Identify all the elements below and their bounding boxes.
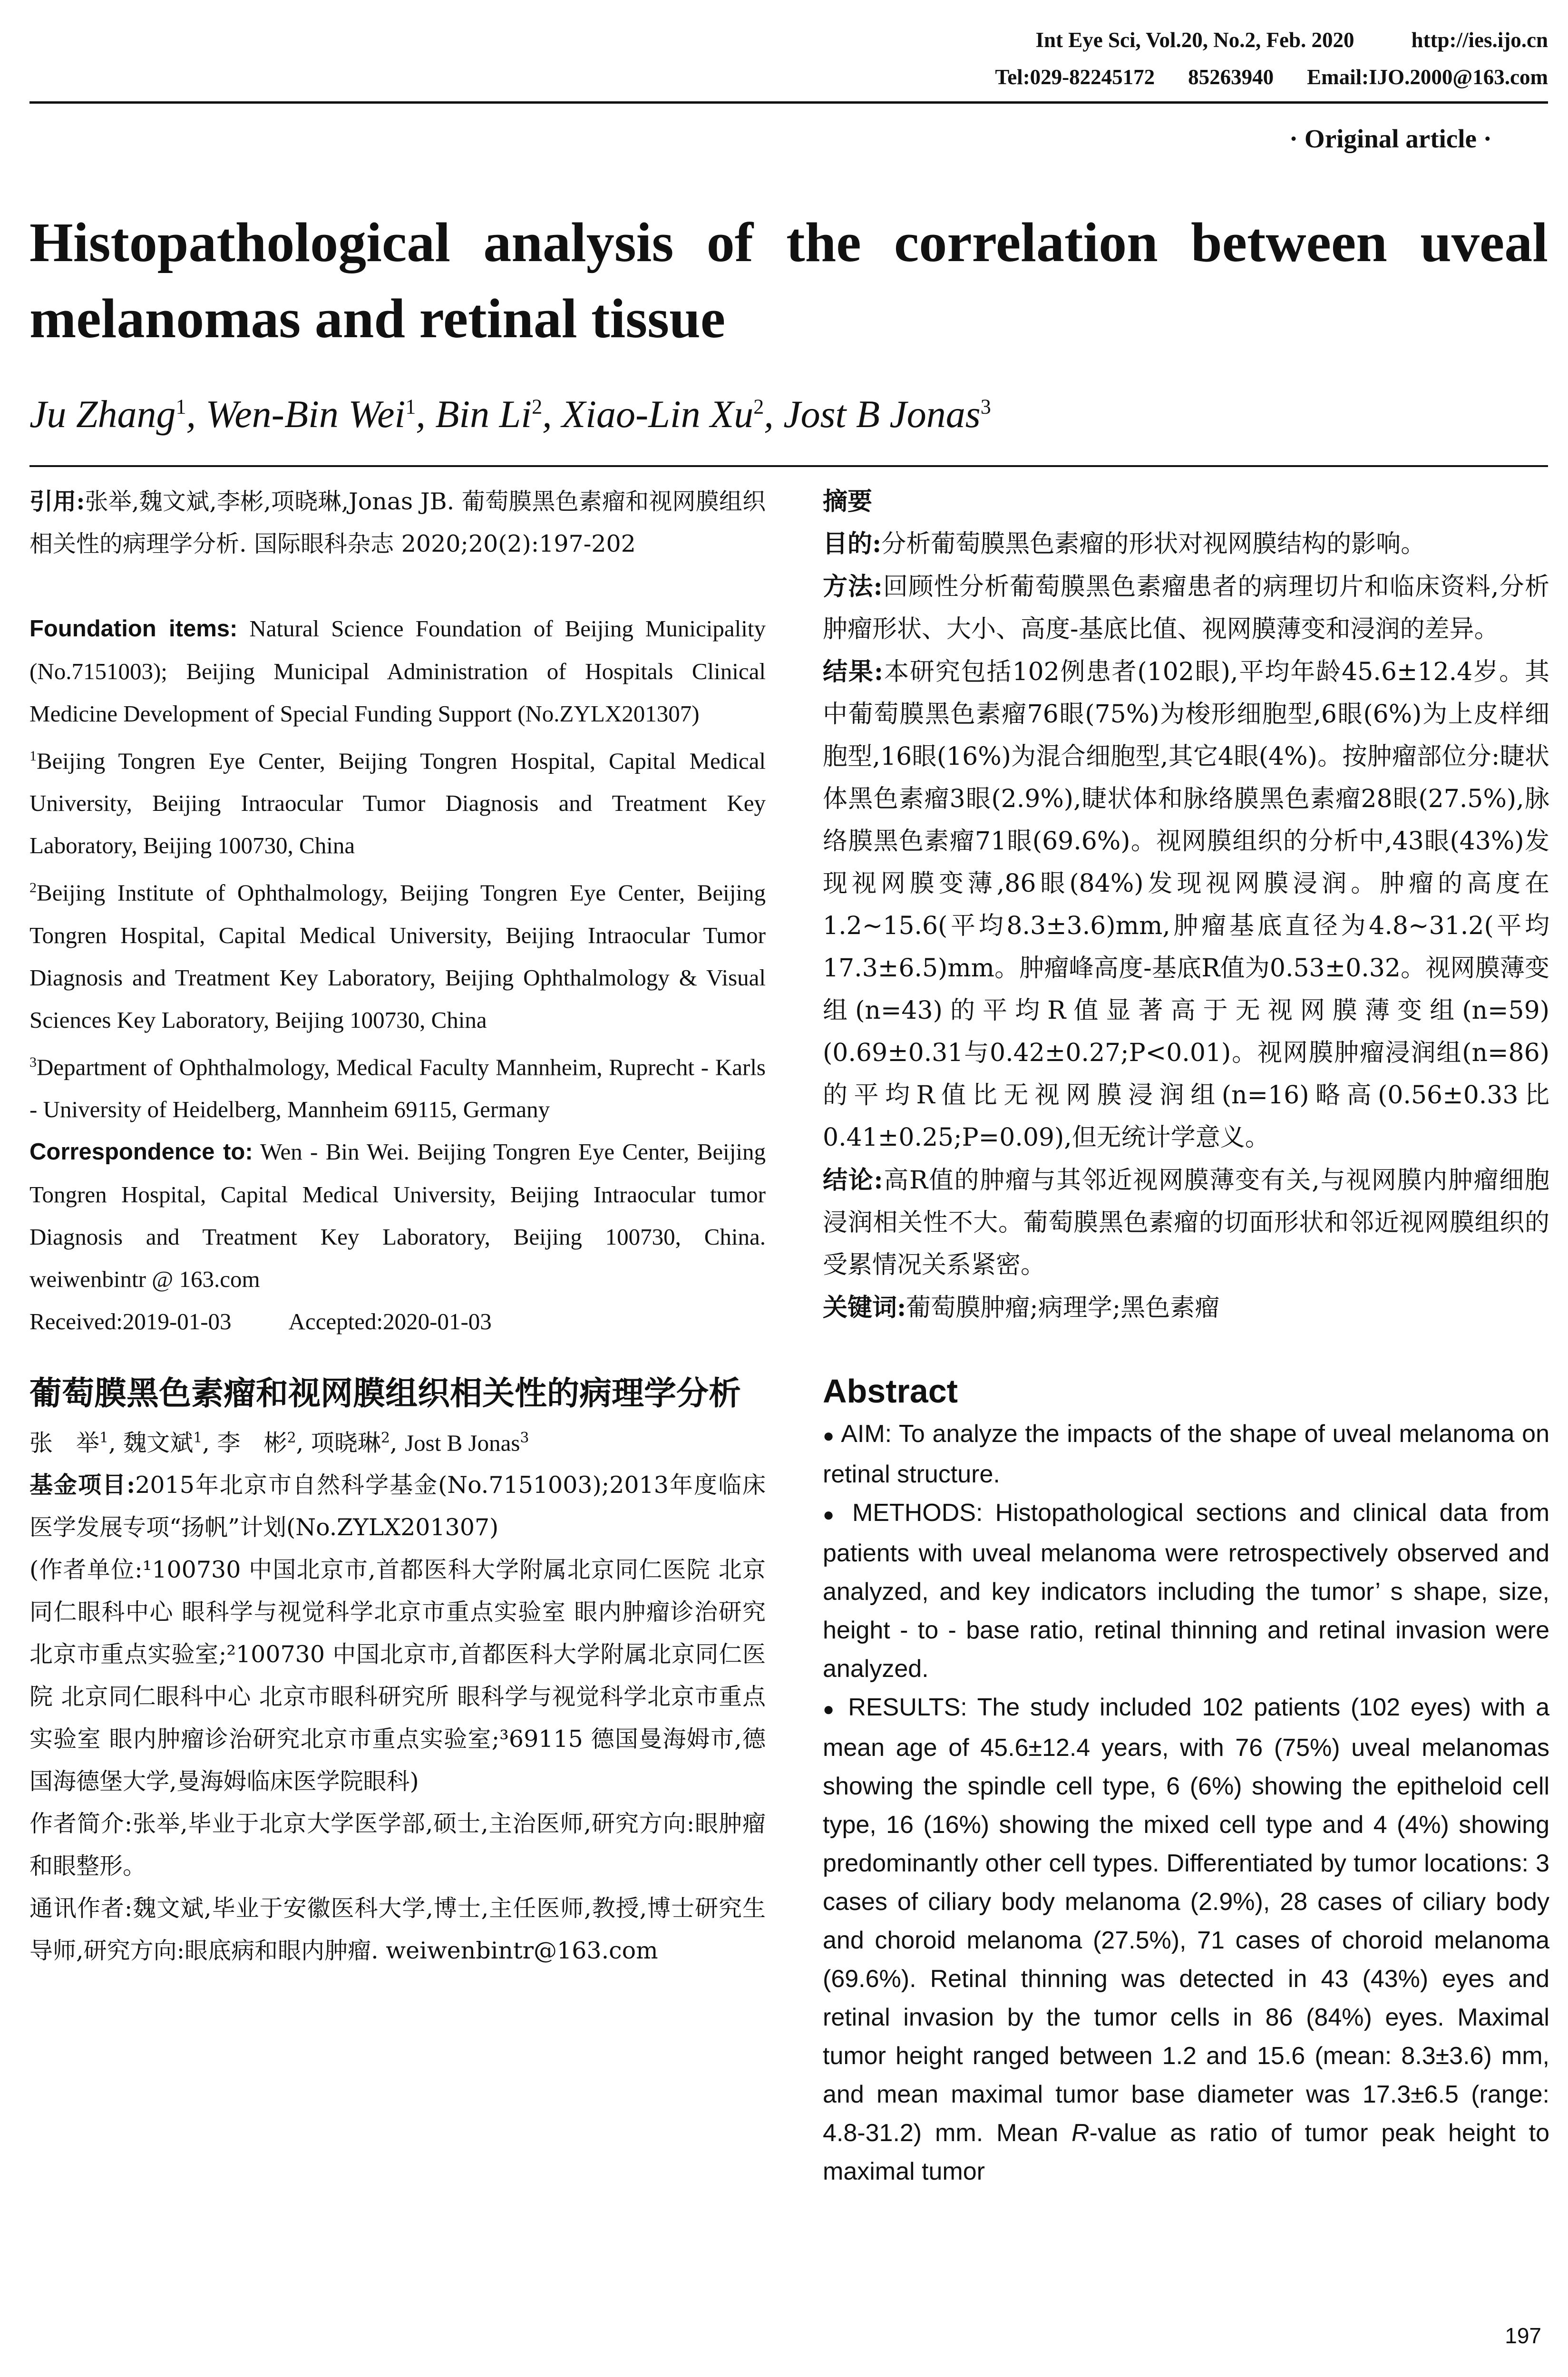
zh-keywords-label: 关键词: — [823, 1293, 906, 1322]
affiliation-2 — [29, 867, 766, 1041]
cn-author-aff: 1 — [99, 1429, 109, 1446]
zh-keywords — [823, 1286, 1549, 1329]
bullet-icon: ● — [823, 1504, 840, 1525]
bullet-icon: ● — [823, 1699, 838, 1720]
en-results-continued: -value as ratio of tumor peak height to maximal tumor — [823, 2119, 1549, 2185]
article-title: Histopathological analysis of the correlation between uveal melanomas and retinal tissue — [29, 211, 1548, 350]
cn-author-aff: 2 — [380, 1429, 390, 1446]
zh-aim-text: 分析葡萄膜黑色素瘤的形状对视网膜结构的影响。 — [881, 530, 1426, 558]
abstract-heading: Abstract — [823, 1373, 958, 1410]
zh-results-text: 本研究包括102例患者(102眼),平均年龄45.6±12.4岁。其中葡萄膜黑色素瘤76眼(75%)为梭形细胞型,6眼(6%)为上皮样细胞型,16眼(16%)为混合细胞型,其它4眼(4%)。按肿瘤部位分:睫状体黑色素瘤3眼(2.9%),睫状体和脉络膜黑色素瘤28眼(27.5%),脉络膜黑色素瘤71眼(69.6%)。视网膜组织的分析中,43眼(43%)发现视网膜变薄,86眼(84%)发现视网膜浸润。肿瘤的高度在1.2~15.6(平均8.3±3.6)mm,肿瘤基底直径为4.8~31.2(平均17.3±6.5)mm。肿瘤峰高度-基底R值为0.53±0.32。视网膜薄变组(n=43)的平均R值显著高于无视网膜薄变组(n=59)(0.69±0.31与0.42±0.27;P<0.01)。视网膜肿瘤浸润组(n=86)的平均R值比无视网膜浸润组(n=16)略高(0.56±0.33比0.41±0.25;P=0.09),但无统计学意义。 — [823, 658, 1549, 1152]
aff-num: 1 — [29, 748, 37, 764]
zh-aim-label: 目的: — [823, 529, 882, 558]
zh-conclusion-text: 高R值的肿瘤与其邻近视网膜薄变有关,与视网膜内肿瘤细胞浸润相关性不大。葡萄膜黑色素瘤的切面形状和邻近视网膜组织的受累情况关系紧密。 — [823, 1166, 1549, 1279]
chinese-author-line: 张 举$^1$, 魏文斌$^1$, 李 彬$^2$, 项晓琳$^2$, Jost B Jonas$^3$ — [29, 1429, 529, 1457]
author-aff: 1 — [405, 395, 416, 419]
bullet-icon: ● — [823, 1425, 835, 1446]
unit-label: (作者单位: — [29, 1556, 143, 1584]
cn-author: 魏文斌 — [123, 1429, 194, 1457]
citation-label: 引用: — [29, 487, 85, 515]
zh-aim — [823, 523, 1549, 565]
correspondence-label: Correspondence to: — [29, 1139, 253, 1165]
bio-label: 作者简介: — [29, 1810, 133, 1838]
right-column — [823, 480, 1549, 2191]
bio-paragraph — [29, 1802, 766, 1887]
chinese-title: 葡萄膜黑色素瘤和视网膜组织相关性的病理学分析 — [29, 1374, 741, 1413]
journal-header-line1 — [1035, 29, 1548, 51]
journal-tel: Tel:029-82245172 — [995, 65, 1155, 89]
en-aim-text: To analyze the impacts of the shape of uveal melanoma on retinal structure. — [823, 1420, 1549, 1488]
zh-conclusion — [823, 1159, 1549, 1286]
r-value-symbol: R — [1071, 2119, 1090, 2147]
zh-conclusion-label: 结论: — [823, 1166, 883, 1195]
foundation-label: Foundation items: — [29, 616, 238, 642]
author: Jost B Jonas — [783, 392, 981, 436]
fund-text: 2015年北京市自然科学基金(No.7151003);2013年度临床医学发展专项“扬帆”计划(No.ZYLX201307) — [29, 1471, 766, 1541]
en-results-text: The study included 102 patients (102 eyes) with a mean age of 45.6±12.4 years, with 76 (75%) uveal melanomas showing the spindle cell type, 6 (6%) showing the epitheloid cell type, 16 (16%) showing the mixed cell type and 4 (4%) showing predominantly other cell types. Differentiated by tumor locations: 3 cases of ciliary body melanoma (2.9%), 28 cases of ciliary body and choroid melanoma (27.5%), 71 cases of choroid melanoma (69.6%). Retinal thinning was detected in 43 (43%) eyes and retinal invasion by the tumor cells in 86 (84%) eyes. Maximal tumor height ranged between 1.2 and 15.6 (mean: 8.3±3.6) mm, and mean maximal tumor base diameter was 17.3±6.5 (range: 4.8-31.2) mm. Mean — [823, 1694, 1549, 2147]
en-aim-label: AIM: — [841, 1420, 892, 1448]
author-divider — [29, 465, 1548, 467]
journal-header-line2 — [995, 67, 1548, 88]
section-tag: · Original article · — [1289, 124, 1492, 153]
zh-methods-label: 方法: — [823, 572, 883, 601]
foundation-text: Natural Science Foundation of Beijing Municipality (No.7151003); Beijing Municipal Administration of Hospitals Clinical Medicine Development of Special Funding Support (No.ZYLX201307) — [29, 615, 766, 727]
contact-paragraph — [29, 1887, 766, 1972]
author: Ju Zhang — [29, 392, 176, 436]
cn-author-aff: 2 — [287, 1429, 296, 1446]
zh-results — [823, 651, 1549, 1159]
journal-citation: Int Eye Sci, Vol.20, No.2, Feb. 2020 — [1035, 28, 1354, 52]
page-number: 197 — [1505, 2323, 1541, 2348]
cn-author: Jost B Jonas — [405, 1430, 520, 1456]
contact-label: 通讯作者: — [29, 1895, 133, 1922]
author: Wen-Bin Wei — [205, 392, 406, 436]
author-aff: 3 — [980, 395, 991, 419]
zh-keywords-text: 葡萄膜肿瘤;病理学;黑色素瘤 — [906, 1294, 1220, 1322]
correspondence-text: Wen - Bin Wei. Beijing Tongren Eye Center, Beijing Tongren Hospital, Capital Medical University, Beijing Intraocular tumor Diagnosis and Treatment Key Laboratory, Beijing 100730, China. weiwenbintr @ 163.com — [29, 1138, 766, 1292]
accepted-date: Accepted:2020-01-03 — [288, 1308, 492, 1335]
received-accepted — [29, 1300, 766, 1343]
en-aim — [823, 1415, 1549, 1494]
en-methods-label: METHODS: — [852, 1499, 983, 1527]
en-results-label: RESULTS: — [848, 1694, 967, 1721]
received-date: Received:2019-01-03 — [29, 1308, 232, 1335]
journal-tel2: 85263940 — [1188, 65, 1274, 89]
zh-abstract-heading: 摘要 — [823, 487, 873, 516]
header-divider — [29, 101, 1548, 104]
author: Bin Li — [435, 392, 532, 436]
contact-text: 魏文斌,毕业于安徽医科大学,博士,主任医师,教授,博士研究生导师,研究方向:眼底病和眼内肿瘤. weiwenbintr@163.com — [29, 1895, 766, 1965]
journal-url[interactable]: http://ies.ijo.cn — [1411, 28, 1548, 52]
aff-text: Department of Ophthalmology, Medical Faculty Mannheim, Ruprecht - Karls - University of Heidelberg, Mannheim 69115, Germany — [29, 1053, 766, 1122]
cn-author: 张 举 — [29, 1429, 100, 1457]
left-column — [29, 480, 766, 1972]
aff-text: Beijing Tongren Eye Center, Beijing Tongren Hospital, Capital Medical University, Beijing Intraocular Tumor Diagnosis and Treatment Key Laboratory, Beijing 100730, China — [29, 748, 766, 859]
author-line: Ju Zhang$^1$, Wen-Bin Wei$^1$, Bin Li$^2$, Xiao-Lin Xu$^2$, Jost B Jonas$^3$ — [29, 392, 991, 436]
journal-email[interactable]: Email:IJO.2000@163.com — [1307, 65, 1548, 89]
zh-methods — [823, 565, 1549, 651]
zh-methods-text: 回顾性分析葡萄膜黑色素瘤患者的病理切片和临床资料,分析肿瘤形状、大小、高度-基底比值、视网膜薄变和浸润的差异。 — [823, 573, 1549, 643]
author-aff: 2 — [532, 395, 543, 419]
cn-author: 项晓琳 — [311, 1429, 381, 1457]
cn-author-aff: 3 — [520, 1429, 529, 1446]
foundation-paragraph — [29, 607, 766, 735]
aff-num: 2 — [29, 880, 37, 896]
author-aff: 2 — [753, 395, 764, 419]
bio-text: 张举,毕业于北京大学医学部,硕士,主治医师,研究方向:眼肿瘤和眼整形。 — [29, 1810, 766, 1880]
fund-label: 基金项目: — [29, 1471, 136, 1499]
unit-text: ¹100730 中国北京市,首都医科大学附属北京同仁医院 北京同仁眼科中心 眼科学与视觉科学北京市重点实验室 眼内肿瘤诊治研究北京市重点实验室;²100730 中国北京市,首都医科大学附属北京同仁医院 北京同仁眼科中心 北京市眼科研究所 眼科学与视觉科学北京市重点实验室 眼内肿瘤诊治研究北京市重点实验室;³69115 德国曼海姆市,德国海德堡大学,曼海姆临床医学院眼科) — [29, 1556, 766, 1795]
affiliation-3 — [29, 1041, 766, 1130]
author: Xiao-Lin Xu — [562, 392, 754, 436]
zh-results-label: 结果: — [823, 657, 884, 686]
citation-paragraph — [29, 480, 766, 565]
unit-paragraph — [29, 1549, 766, 1802]
en-results — [823, 1688, 1549, 2191]
en-methods-text: Histopathological sections and clinical data from patients with uveal melanoma were retrospectively observed and analyzed, and key indicators including the tumor’ s shape, size, height - to - base ratio, retinal thinning and retinal invasion were analyzed. — [823, 1499, 1550, 1683]
author-aff: 1 — [175, 395, 186, 419]
cn-author-aff: 1 — [193, 1429, 203, 1446]
en-methods — [823, 1494, 1549, 1688]
aff-num: 3 — [29, 1054, 37, 1070]
citation-text: 张举,魏文斌,李彬,项晓琳,Jonas JB. 葡萄膜黑色素瘤和视网膜组织相关性的病理学分析. 国际眼科杂志 2020;20(2):197-202 — [29, 488, 766, 557]
aff-text: Beijing Institute of Ophthalmology, Beijing Tongren Eye Center, Beijing Tongren Hospital, Capital Medical University, Beijing Intraocular Tumor Diagnosis and Treatment Key Laboratory, Beijing Ophthalmology & Visual Sciences Key Laboratory, Beijing 100730, China — [29, 879, 766, 1033]
correspondence-paragraph — [29, 1130, 766, 1300]
cn-author: 李 彬 — [217, 1429, 287, 1457]
affiliation-1 — [29, 735, 766, 867]
fund-paragraph — [29, 1464, 766, 1549]
